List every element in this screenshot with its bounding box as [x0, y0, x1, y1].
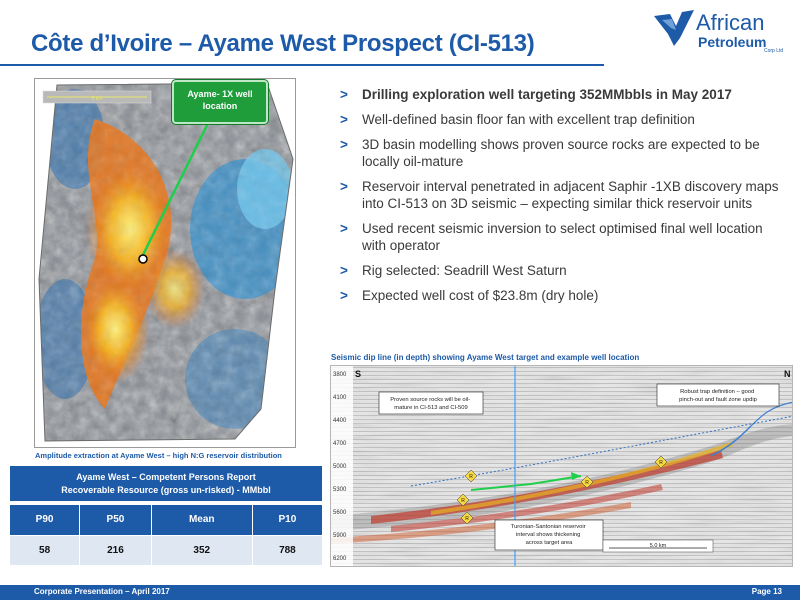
svg-text:R: R — [585, 480, 589, 486]
column-header-mean: Mean — [151, 505, 252, 535]
bullet-text: Expected well cost of $23.8m (dry hole) — [362, 288, 599, 303]
seismic-section-image — [331, 366, 793, 567]
resource-table-grid — [10, 505, 322, 565]
column-header-p10: P10 — [252, 505, 322, 535]
bullet-text: Reservoir interval penetrated in adjacent Saphir -1XB discovery maps into CI-513 on 3D seismic – expecting similar thick reservoir units — [362, 179, 779, 211]
amplitude-map-image — [35, 79, 296, 448]
map-caption: Amplitude extraction at Ayame West – high N:G reservoir distribution — [35, 451, 282, 460]
bullet-text: Used recent seismic inversion to select optimised final well location with operator — [362, 221, 763, 253]
seismic-section — [330, 365, 793, 567]
cell-p50: 216 — [80, 535, 152, 565]
depth-label: 5900 — [333, 533, 347, 539]
bullet-text: 3D basin modelling shows proven source rocks are expected to be locally oil-mature — [362, 137, 760, 169]
well-location-callout: Ayame- 1X well location — [172, 80, 268, 124]
bullet-marker: > — [340, 112, 348, 127]
column-header-p90: P90 — [10, 505, 80, 535]
reservoir-note: Turonian-Santonian reservoir interval shows thickening across target area — [510, 524, 586, 546]
footer-bar — [0, 585, 800, 600]
bullet-item — [340, 136, 780, 170]
cell-p90: 58 — [10, 535, 80, 565]
depth-label: 5300 — [333, 487, 347, 493]
well-location-marker — [139, 255, 147, 263]
direction-north-label: N — [784, 369, 791, 379]
bullet-item — [340, 111, 780, 128]
resource-table-title-line1: Ayame West – Competent Persons Report — [76, 472, 256, 482]
logo-text-corp: Corp Ltd — [764, 48, 784, 54]
bullet-marker: > — [340, 288, 348, 303]
svg-text:R: R — [461, 498, 465, 504]
map-scale-label: 5 km — [91, 96, 103, 102]
cell-p10: 788 — [252, 535, 322, 565]
depth-label: 5000 — [333, 464, 347, 470]
amplitude-map — [34, 78, 296, 448]
resource-table-title-line2: Recoverable Resource (gross un-risked) - MMbbl — [61, 485, 271, 495]
bullet-marker: > — [340, 263, 348, 278]
bullet-item — [340, 262, 780, 279]
source-rock-note: Proven source rocks will be oil- mature in CI-513 and CI-509 — [390, 397, 471, 411]
trap-note: Robust trap definition – good pinch-out and fault zone updip — [679, 389, 757, 403]
logo-text-petroleum: Petroleum — [698, 34, 767, 50]
seismic-scale-label: 5.0 km — [649, 543, 667, 549]
svg-text:R: R — [469, 474, 473, 480]
bullet-text: Rig selected: Seadrill West Saturn — [362, 263, 567, 278]
title-divider — [0, 64, 604, 66]
bullet-item — [340, 287, 780, 304]
bullet-marker: > — [340, 137, 348, 152]
footer-presentation-label: Corporate Presentation – April 2017 — [34, 587, 170, 596]
bullet-marker: > — [340, 87, 348, 102]
page-title: Côte d’Ivoire – Ayame West Prospect (CI-513) — [31, 30, 535, 57]
svg-text:R: R — [465, 516, 469, 522]
bullet-text: Drilling exploration well targeting 352MMbbls in May 2017 — [362, 87, 732, 102]
depth-label: 6200 — [333, 556, 347, 562]
direction-south-label: S — [355, 369, 362, 379]
logo-text-african: African — [696, 10, 765, 35]
cell-mean: 352 — [151, 535, 252, 565]
bullet-marker: > — [340, 179, 348, 194]
bullet-item — [340, 178, 780, 212]
resource-table — [10, 466, 322, 565]
resource-table-title — [10, 466, 322, 501]
table-row — [10, 535, 322, 565]
depth-label: 4100 — [333, 395, 347, 401]
depth-label: 5600 — [333, 510, 347, 516]
bullet-item — [340, 86, 780, 103]
bullet-marker: > — [340, 221, 348, 236]
seismic-caption: Seismic dip line (in depth) showing Ayame West target and example well location — [331, 353, 640, 362]
depth-label: 4400 — [333, 418, 347, 424]
depth-label: 4700 — [333, 441, 347, 447]
bullet-item — [340, 220, 780, 254]
bullet-text: Well-defined basin floor fan with excellent trap definition — [362, 112, 695, 127]
bullet-list — [340, 86, 780, 312]
table-header-row — [10, 505, 322, 535]
depth-label: 3800 — [333, 372, 347, 378]
logo-wing-icon — [652, 8, 696, 48]
svg-text:R: R — [659, 460, 663, 466]
column-header-p50: P50 — [80, 505, 152, 535]
page-number: Page 13 — [751, 587, 782, 596]
company-logo — [652, 8, 792, 56]
